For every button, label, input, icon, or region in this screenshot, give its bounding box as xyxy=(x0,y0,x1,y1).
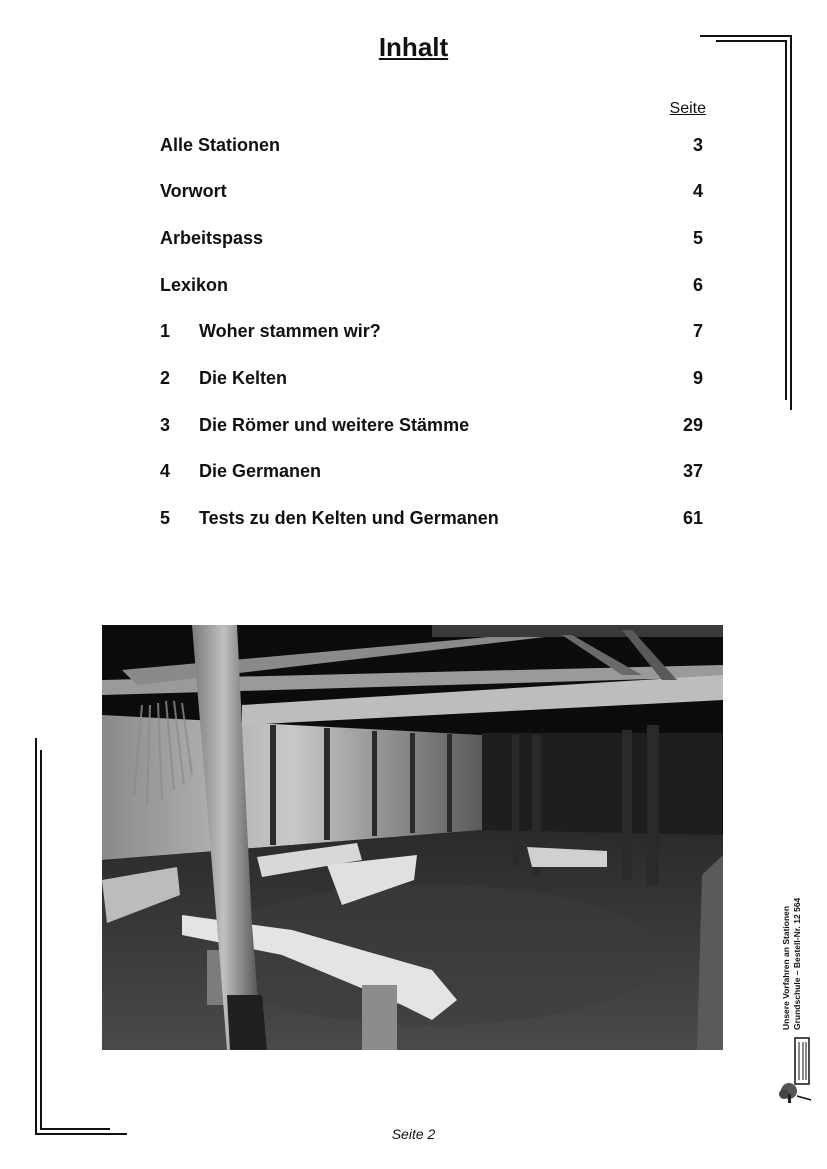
toc-label: Alle Stationen xyxy=(160,135,281,155)
toc-row xyxy=(160,321,703,345)
toc-label: Die Römer und weitere Stämme xyxy=(199,415,470,435)
toc-label: Die Kelten xyxy=(199,368,288,388)
page-title: Inhalt xyxy=(378,32,449,62)
toc-page: 37 xyxy=(682,461,703,481)
toc-number: 3 xyxy=(160,415,171,435)
toc-page: 29 xyxy=(682,415,703,435)
publisher-side-note xyxy=(781,860,811,1030)
toc-number: 4 xyxy=(160,461,171,481)
toc-label: Die Germanen xyxy=(199,461,322,481)
side-note-line-2: Grundschule – Bestell-Nr. 12 564 xyxy=(792,897,802,1030)
publisher-logo xyxy=(779,1036,813,1104)
toc-page: 6 xyxy=(692,275,703,295)
toc-row xyxy=(160,461,703,485)
toc-number: 2 xyxy=(160,368,171,388)
toc-row xyxy=(160,228,703,252)
toc-page: 7 xyxy=(692,321,703,341)
toc-label: Vorwort xyxy=(160,181,227,201)
toc-label: Woher stammen wir? xyxy=(199,321,381,341)
toc-number: 5 xyxy=(160,508,171,528)
toc-row xyxy=(160,415,703,439)
page-column-header: Seite xyxy=(669,100,706,117)
toc-row xyxy=(160,135,703,159)
longhouse-interior-photo xyxy=(102,625,723,1050)
toc-label: Tests zu den Kelten und Germanen xyxy=(199,508,499,528)
toc-row xyxy=(160,508,703,532)
toc-page: 9 xyxy=(692,368,703,388)
side-note-text xyxy=(781,860,811,1030)
toc-number: 1 xyxy=(160,321,171,341)
toc-label: Lexikon xyxy=(160,275,229,295)
toc-page: 61 xyxy=(682,508,703,528)
toc-row xyxy=(160,368,703,392)
toc-page: 3 xyxy=(692,135,703,155)
side-note-line-1: Unsere Vorfahren an Stationen xyxy=(781,905,791,1030)
toc-label: Arbeitspass xyxy=(160,228,264,248)
toc-page: 5 xyxy=(692,228,703,248)
toc-row xyxy=(160,181,703,205)
page-footer: Seite 2 xyxy=(391,1126,436,1142)
toc-page: 4 xyxy=(692,181,703,201)
toc-row xyxy=(160,275,703,299)
